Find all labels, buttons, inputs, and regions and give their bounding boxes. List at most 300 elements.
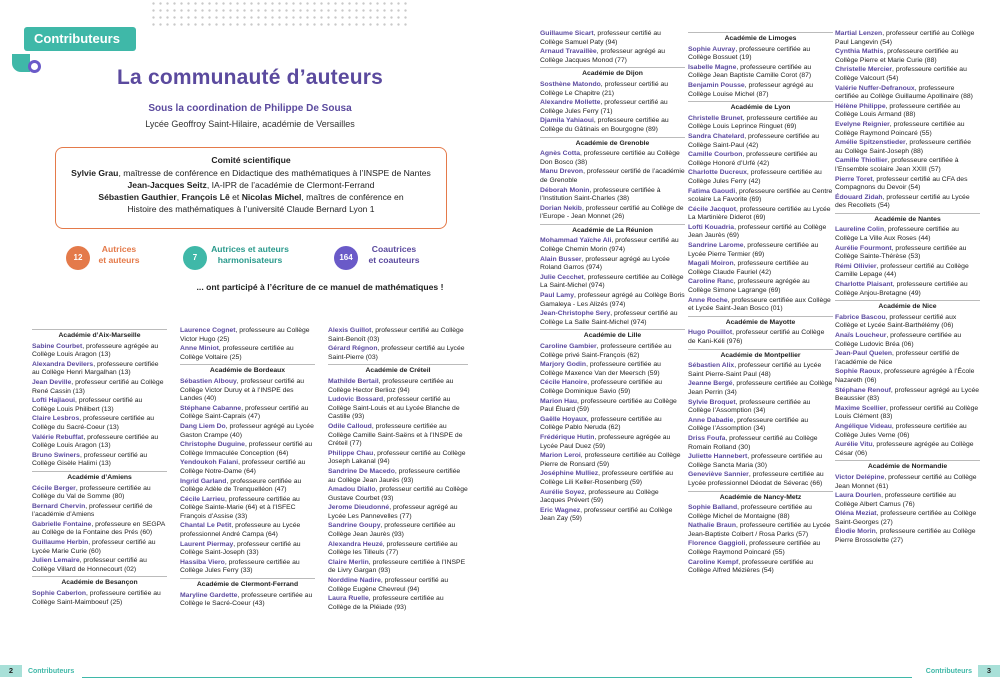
contributor-description: , professeure certifiée au Collège l’Assomption (34) (688, 416, 809, 433)
contributor-name: Jeanne Bergé (688, 380, 733, 388)
contributor-entry (32, 590, 167, 607)
contributor-description: , professeure certifiée au Collège Hector Berlioz (94) (328, 377, 454, 394)
contributor-entry (328, 486, 468, 503)
academy-divider (835, 300, 980, 301)
contributor-name: Charlotte Ducreux (688, 169, 747, 177)
contributor-entry (540, 81, 685, 98)
contributor-entry (328, 522, 468, 539)
contributor-name: Evelyne Reignier (835, 120, 890, 128)
contributor-entry (688, 435, 833, 452)
coordination-line: Sous la coordination de Philippe De Sousa (148, 103, 352, 114)
contributor-entry (688, 82, 833, 99)
contributor-name: Aurélie Soyez (540, 488, 585, 496)
committee-line-3: Sébastien Gauthier, François Lê et Nicolas Michel, maîtres de conférence en (98, 192, 404, 202)
contributor-name: Sandrine Larome (688, 242, 744, 250)
contributor-name: Sébastien Alix (688, 362, 735, 370)
contributor-description: , professeur certifié au Lycée des Recollets (54) (835, 193, 970, 210)
contributor-entry (835, 66, 980, 83)
contributor-name: Maryline Gardette (180, 591, 238, 599)
contributor-name: Sandra Chatelard (688, 132, 745, 140)
academy-divider (32, 329, 167, 330)
stat-count-badge: 12 (66, 246, 90, 270)
contributor-description: , professeur agrégé au Collège Boris Gamaleya - Les Alizés (974) (540, 292, 685, 308)
contributor-entry (32, 557, 167, 574)
contributor-entry (540, 150, 685, 167)
contributor-name: Claire Lesbros (32, 415, 80, 423)
contributor-name: Anne Dabadie (688, 416, 734, 424)
contributor-entry (835, 528, 980, 545)
contributor-description: , professeure certifiée au Collège Raymond Poincaré (55) (688, 540, 821, 557)
contributor-entry (540, 187, 685, 204)
contributor-entry (835, 332, 980, 349)
contributor-name: Sophie Raoux (835, 368, 881, 376)
contributor-entry (180, 559, 315, 576)
contributor-name: Stéphane Renouf (835, 386, 891, 394)
contributor-entry (835, 423, 980, 440)
contributor-description: , professeur certifié au Collège La Salle Saint-Michel (974) (540, 310, 678, 326)
academy-divider (32, 576, 167, 577)
contributor-description: , professeure certifiée au Lycée Pierre Termier (69) (688, 242, 819, 258)
contributor-description: , professeure certifiée au Collège privé Saint-François (62) (540, 343, 672, 359)
contributor-name: Agnès Cotta (540, 150, 581, 158)
academy-divider (688, 101, 833, 102)
contributor-entry (540, 117, 685, 134)
contributor-description: , professeure certifiée au Collège Saint-Maimboeuf (25) (32, 590, 161, 606)
contributor-description: , professeure certifiée au Collège Jean Perrin (34) (688, 380, 833, 396)
contributor-name: Pierre Toret (835, 175, 873, 183)
contributor-description: , professeur certifié de l’académie de Grenoble (540, 168, 685, 184)
contributor-name: Bruno Swiners (32, 451, 80, 459)
contributor-entry (835, 48, 980, 65)
contributor-entry (835, 350, 980, 367)
contributor-description: , professeure certifiée au Collège le Sacré-Coeur (43) (180, 591, 313, 608)
page-title: La communauté d’auteurs (117, 66, 383, 89)
right-footer (926, 665, 1000, 679)
contributor-entry (835, 474, 980, 491)
contributor-description: , professeure certifiée au Collège Camille Saint-Saëns et à l’INSPE de Créteil (77) (328, 422, 463, 448)
contributor-name: Magali Moiron (688, 260, 734, 268)
contributor-description: , professeure certifiée au Collège du Gâtinais en Bourgogne (89) (540, 117, 669, 133)
page-number: 3 (978, 665, 1000, 677)
academy-heading: Académie de Bordeaux (209, 367, 286, 375)
contributor-description: , professeure certifiée au Lycée professionnel Déodat de Séverac (66) (688, 471, 824, 487)
contributor-description: , professeure certifiée au Collège Maxence Van der Meersch (59) (540, 361, 661, 377)
contributor-name: Christelle Brunet (688, 114, 743, 122)
contributor-name: Cécile Larrieu (180, 495, 225, 503)
contributor-name: Ludovic Bossard (328, 396, 384, 404)
contributor-entry (688, 329, 833, 346)
contributor-entry (180, 327, 315, 344)
contributor-description: , professeure agrégée au Collège César (06) (835, 441, 974, 457)
contributor-name: Manu Drevon (540, 168, 584, 176)
contributor-name: Charlotte Plaisant (835, 281, 893, 289)
contributor-description: , professeure certifiée au Collège Henri Margalhan (13) (32, 360, 159, 377)
contributor-description: , professeur certifié au Collège Romain Rolland (30) (688, 434, 818, 451)
contributor-description: , professeure certifiée au Collège Lili Keller-Rosenberg (59) (540, 470, 673, 486)
contributor-entry (540, 48, 685, 65)
contributor-name: Alexandra Devilers (32, 360, 94, 368)
contributor-name: Stéphane Cabanne (180, 404, 242, 412)
contributor-name: Laurent Piermay (180, 540, 234, 548)
contributor-description: , professeure certifiée au Collège Albert Camus (76) (835, 492, 956, 508)
contributor-entry (540, 361, 685, 378)
academy-divider (835, 213, 980, 214)
contributor-description: , professeure certifiée à l’INSPE de Livry Gargan (93) (328, 558, 466, 575)
contributor-name: Rémi Ollivier (835, 262, 877, 270)
contributor-description: , professeure au Collège Jacques Prévert (59) (540, 488, 659, 505)
contributor-description: , professeure certifiée au Collège Saint-Georges (27) (835, 510, 977, 526)
contributor-name: Dorian Nekib (540, 204, 582, 212)
academy-heading: Académie de La Réunion (572, 226, 653, 234)
contributor-name: Angélique Videau (835, 422, 892, 430)
contributor-name: Philippe Chau (328, 449, 374, 457)
contributor-entry (688, 471, 833, 488)
contributor-entry (835, 226, 980, 243)
contributor-description: , professeure certifiée au Collège Don Bosco (38) (540, 150, 680, 166)
contributor-entry (540, 470, 685, 487)
contributor-description: , professeure certifiée au Collège Louis Armand (88) (835, 102, 961, 119)
contributor-entry (688, 206, 833, 223)
contributor-name: Guillaume Sicart (540, 30, 594, 37)
contributor-description: , professeure certifiée au Collège les Tilleuls (77) (328, 540, 458, 557)
contributor-description: , professeure certifiée au Collège Claude Fauriel (42) (688, 260, 809, 276)
academy-heading: Académie de Lyon (730, 104, 791, 112)
contributor-name: Alexis Guillot (328, 327, 372, 334)
academy-heading: Académie de Lille (583, 332, 642, 340)
contributor-description: , professeur certifié au Lycée Saint-Pierre (03) (328, 345, 465, 361)
contributor-description: , professeure certifiée au Collège Anjou-Bretagne (49) (835, 281, 968, 297)
contributor-description: , professeur agrégé au Collège Jacques Monod (77) (540, 48, 666, 64)
contributor-name: Caroline Kempf (688, 558, 739, 566)
contributor-name: Sabine Courbet (32, 342, 83, 350)
contributor-entry (180, 592, 315, 609)
contributor-description: , professeur certifié au Collège Jules Ferry (71) (540, 99, 668, 115)
contributor-entry (180, 423, 315, 440)
contributor-name: Eric Wagnez (540, 506, 581, 514)
contributor-entry (180, 522, 315, 539)
contributor-description: , professeur certifié au Collège Gisèle Halimi (13) (32, 451, 148, 468)
contributor-entry (688, 260, 833, 277)
contributor-name: Jean Deville (32, 378, 72, 386)
footer-line (82, 677, 500, 678)
contributor-description: , professeure certifiée au Collège Jean Jaurès (93) (328, 522, 456, 539)
contributor-description: , professeur certifié au Collège Villard de Honnecourt (02) (32, 557, 147, 573)
academy-divider (540, 224, 685, 225)
contributor-entry (835, 263, 980, 280)
contributor-entry (688, 169, 833, 186)
contributor-entry (688, 46, 833, 63)
contributors-column-2 (180, 327, 315, 610)
contributor-entry (328, 396, 468, 422)
contributor-name: Sandrine De Macedo (328, 467, 395, 475)
contributor-description: , professeure certifiée au Collège Adèle de Trenquelléon (47) (180, 477, 302, 494)
footer-label: Contributeurs (925, 667, 973, 675)
contributor-name: Laureline Colin (835, 226, 885, 234)
contributor-entry (540, 398, 685, 415)
contributor-description: , professeur agrégé au Lycée Les Pannevelles (77) (328, 504, 458, 520)
contributor-name: Julie Cecchet (540, 273, 584, 281)
contributor-entry (32, 415, 167, 432)
contributor-name: Marion Leroi (540, 452, 581, 460)
contributor-entry (540, 292, 685, 309)
academy-divider (180, 578, 315, 579)
contributor-entry (32, 452, 167, 469)
academy-heading: Académie de Dijon (582, 70, 643, 78)
academy-divider (688, 349, 833, 350)
contributor-description: , professeure agrégée au Collège Simone Lagrange (69) (688, 278, 810, 295)
contributor-name: Alexandre Mollette (540, 99, 601, 107)
contributor-entry (32, 503, 167, 520)
contributor-description: , professeure certifiée au Collège Bossuet (19) (688, 45, 811, 62)
contributor-entry (688, 417, 833, 434)
stat-label-line-1: Coautrices (371, 244, 417, 254)
contributor-entry (835, 281, 980, 298)
contributor-entry (688, 522, 833, 539)
participation-line: ... ont participé à l’écriture de ce manuel de mathématiques ! (196, 282, 444, 292)
contributor-entry (328, 378, 468, 395)
contributor-name: Sophie Balland (688, 504, 738, 512)
contributor-entry (328, 577, 468, 594)
committee-line-4: Histoire des mathématiques à l’université Claude Bernard Lyon 1 (127, 204, 375, 214)
contributor-description: , professeur certifié au Collège Notre-Dame (64) (180, 459, 306, 475)
contributor-description: , professeure certifiée au Collège Pierre et Marie Curie (88) (835, 48, 959, 64)
contributor-description: , professeure certifiée au Collège Pablo Neruda (62) (540, 415, 662, 432)
contributor-description: , professeur agrégé au Collège Louise Michel (87) (688, 81, 814, 98)
contributor-entry (328, 595, 468, 612)
contributor-entry (688, 133, 833, 150)
contributor-description: , professeure certifiée au Centre scolaire La Favorite (69) (688, 187, 833, 204)
contributor-entry (540, 310, 685, 327)
contributor-entry (688, 188, 833, 205)
contributor-name: Camille Courbon (688, 151, 743, 159)
contributor-entry (688, 115, 833, 132)
contributor-entry (32, 397, 167, 414)
contributor-description: , professeur certifié au Collège Camille Lepage (44) (835, 262, 969, 279)
contributor-description: , professeur certifié au Collège Eugène Chevreul (94) (328, 577, 449, 593)
contributor-entry (328, 559, 468, 576)
contributor-entry (32, 434, 167, 451)
contributor-description: , professeure certifiée au Collège du Sacré-Coeur (13) (32, 415, 155, 431)
contributor-name: Fatima Gaoudi (688, 187, 736, 195)
contributor-entry (180, 345, 315, 362)
academy-heading: Académie de Besançon (61, 579, 138, 587)
contributor-description: , professeur certifié au Lycée Saint Pierre-Saint Paul (48) (688, 362, 822, 378)
contributor-name: Oléna Meziat (835, 510, 877, 518)
contributor-name: Gaëlle Hoyaux (540, 415, 587, 423)
contributor-description: , professeur certifié au Collège Gustave Courbet (93) (328, 486, 468, 502)
contributor-name: Jean-Paul Quelen (835, 350, 893, 358)
contributor-name: Anne Roche (688, 296, 728, 304)
contributor-entry (180, 478, 315, 495)
contributor-entry (835, 441, 980, 458)
academy-heading: Académie de Créteil (365, 367, 431, 375)
contributor-entry (835, 368, 980, 385)
contributor-entry (32, 521, 167, 538)
contributor-entry (328, 541, 468, 558)
academy-heading: Académie de Mayotte (725, 318, 796, 326)
contributor-name: Christophe Duguine (180, 441, 245, 449)
contributor-name: Amadou Diallo (328, 486, 376, 494)
contributor-name: Lofti Kouadria (688, 223, 735, 231)
contributor-name: Sophie Auvray (688, 45, 736, 53)
stat-label (84, 244, 154, 266)
contributor-name: Arnaud Travaillèe (540, 48, 597, 56)
academy-divider (688, 32, 833, 33)
contributor-name: Christelle Mercier (835, 66, 893, 74)
contributor-entry (180, 459, 315, 476)
academy-divider (688, 316, 833, 317)
contributor-name: Cécile Hanoire (540, 379, 588, 387)
academy-heading: Académie de Nice (878, 303, 937, 311)
contributor-name: Mathilde Bertail (328, 377, 379, 385)
contributor-name: Aurélie Vitu (835, 441, 873, 449)
contributor-entry (835, 387, 980, 404)
left-footer (0, 665, 74, 679)
contributor-name: Lofti Hajlaoui (32, 397, 76, 405)
contributor-entry (688, 559, 833, 576)
contributor-description: , professeure certifiée aux Collège et Lycée Saint-Jean Bosco (01) (688, 296, 831, 313)
contributor-name: Marjory Godin (540, 361, 587, 369)
contributor-description: , professeur certifié au Collège Jean Jaurès (69) (688, 223, 827, 240)
contributor-name: Alexandra Heuzé (328, 540, 383, 548)
contributor-entry (540, 237, 685, 254)
academy-heading: Académie de Clermont-Ferrand (196, 581, 299, 589)
contributor-description: , professeure certifiée au Collège Louis Leprince Ringuet (69) (688, 114, 818, 131)
academy-divider (688, 491, 833, 492)
contributor-entry (540, 416, 685, 433)
stat-label-line-2: harmonisateurs (217, 255, 283, 265)
contributors-column-3 (328, 327, 468, 613)
page-number: 2 (0, 665, 22, 677)
contributor-entry (32, 485, 167, 502)
contributor-entry (540, 489, 685, 506)
contributor-description: , professeur certifié au Collège Jean Zay (59) (540, 506, 673, 523)
contributor-description: , professeure agrégée au Collège Louis Aragon (13) (32, 342, 159, 359)
contributor-name: Mohammad Yaïche Ali (540, 237, 612, 245)
contributor-entry (180, 441, 315, 458)
contributor-entry (328, 468, 468, 485)
contributor-description: , professeur certifié au Collège Saint-Joseph (33) (180, 540, 301, 557)
contributor-description: , professeure agrégée à l’École Nazareth (06) (835, 368, 975, 384)
contributor-description: , professeure certifiée au Collège Dominique Savio (59) (540, 379, 663, 395)
contributor-entry (688, 278, 833, 295)
academy-divider (540, 67, 685, 68)
contributor-description: , professeur certifié au CFA des Compagnons du Devoir (54) (835, 175, 968, 192)
committee-line-2: Jean-Jacques Seitz, IA-IPR de l’académie de Clermont-Ferrand (127, 180, 375, 190)
contributor-name: Norddine Nadire (328, 577, 381, 585)
contributor-description: , professeure certifiée au Collège Jean Jaurès (93) (328, 467, 461, 484)
contributor-entry (540, 256, 685, 273)
contributor-name: Alain Busser (540, 255, 582, 263)
contributor-name: Sébastien Albouy (180, 377, 237, 385)
contributor-name: Jean-Christophe Sery (540, 310, 611, 318)
contributor-entry (835, 176, 980, 193)
contributor-entry (835, 405, 980, 422)
contributor-description: , professeur certifié au Lycée Marie Curie (60) (32, 539, 156, 555)
contributor-description: , professeur agrégé au Lycée Roland Garros (974) (540, 255, 670, 272)
contributor-description: , professeure au Lycée professionnel André Campa (64) (180, 522, 301, 539)
contributor-name: Anne Miniot (180, 345, 219, 353)
stat-label-line-2: et coauteurs (368, 255, 420, 265)
contributor-description: , professeur certifié de l’académie de Nice (835, 350, 960, 366)
contributor-entry (688, 362, 833, 379)
contributor-entry (540, 452, 685, 469)
contributor-entry (32, 379, 167, 396)
academy-heading: Académie d’Amiens (67, 473, 132, 481)
contributor-entry (540, 30, 685, 47)
contributor-description: , professeure certifiée au Collège Ludovic Bréa (06) (835, 332, 962, 348)
contributor-name: Amélie Spitzenstieder (835, 139, 906, 147)
stat-label (354, 244, 434, 266)
contributor-name: Hassiba Viero (180, 558, 225, 566)
contributor-description: , professeure certifiée à l’Ensemble scolaire Jean XXIII (57) (835, 157, 959, 173)
stat-count-badge: 164 (334, 246, 358, 270)
contributor-description: , professeur certifié au Collège René Cassin (13) (32, 378, 164, 395)
contributor-name: Claire Merlin (328, 558, 369, 566)
contributor-entry (180, 405, 315, 422)
academy-heading: Académie d’Aix-Marseille (58, 332, 141, 339)
contributor-name: Sandrine Goupy (328, 522, 381, 530)
academy-divider (835, 460, 980, 461)
contributor-entry (688, 540, 833, 557)
contributor-entry (835, 121, 980, 138)
contributor-description: , professeure certifiée au Collège Sainte-Thérèse (53) (835, 244, 967, 261)
contributor-name: Nathalie Braun (688, 522, 736, 530)
contributor-name: Florence Gaggioli (688, 540, 746, 548)
contributor-name: Sosthène Matondo (540, 80, 601, 88)
contributor-description: , professeur certifié au Collège de Kani-Kéli (976) (688, 329, 825, 345)
contributor-entry (540, 507, 685, 524)
contributor-description: , professeure certifiée au Lycée Jean-Baptiste Colbert / Rosa Parks (57) (688, 522, 831, 538)
contributor-entry (328, 327, 468, 344)
contributor-description: , professeur certifié au Collège Immaculée Conception (64) (180, 441, 313, 457)
contributor-name: Laura Ruelle (328, 595, 369, 603)
contributor-entry (835, 245, 980, 262)
contributors-column-4 (540, 30, 685, 525)
contributor-description: , professeure certifiée au Collège Jules Verne (06) (835, 422, 967, 439)
contributor-entry (180, 496, 315, 522)
contributor-name: Juliette Hannebert (688, 453, 748, 461)
contributor-description: , professeur certifié au Collège Paul Langevin (54) (835, 30, 975, 46)
stat-label-line-1: Autrices et auteurs (211, 244, 289, 254)
academy-heading: Académie de Nancy-Metz (719, 493, 802, 501)
stat-label-line-1: Autrices (101, 244, 137, 254)
contributor-name: Chantal Le Petit (180, 522, 232, 530)
right-page (500, 0, 1000, 691)
contributors-column-5 (688, 30, 833, 577)
contributor-entry (835, 510, 980, 527)
contributor-name: Valérie Nuffer-Defranoux (835, 84, 915, 92)
contributor-description: , professeure certifiée au Collège de la Pléiade (93) (328, 595, 444, 611)
academy-heading: Académie de Limoges (724, 35, 797, 42)
contributor-description: , professeure certifiée au Collège Jules Ferry (42) (688, 169, 822, 185)
contributor-description: , professeur certifié au Collège Samuel Paty (94) (540, 30, 661, 46)
academy-divider (540, 137, 685, 138)
contributor-entry (688, 399, 833, 416)
contributor-entry (688, 151, 833, 168)
academy-divider (180, 364, 315, 365)
contributor-name: Joséphine Mulliez (540, 470, 599, 478)
contributor-name: Cécile Berger (32, 484, 76, 492)
contributor-name: Odile Calloud (328, 422, 372, 430)
contributor-name: Sylvie Broquet (688, 398, 736, 406)
contributor-description: , professeure certifiée au Collège Paul Éluard (59) (540, 397, 677, 414)
stat-label-line-2: et auteurs (98, 255, 140, 265)
contributor-entry (688, 453, 833, 470)
contributor-entry (328, 504, 468, 521)
contributor-name: Laurence Cognet (180, 327, 236, 334)
contributor-name: Martial Lenzen (835, 30, 883, 37)
